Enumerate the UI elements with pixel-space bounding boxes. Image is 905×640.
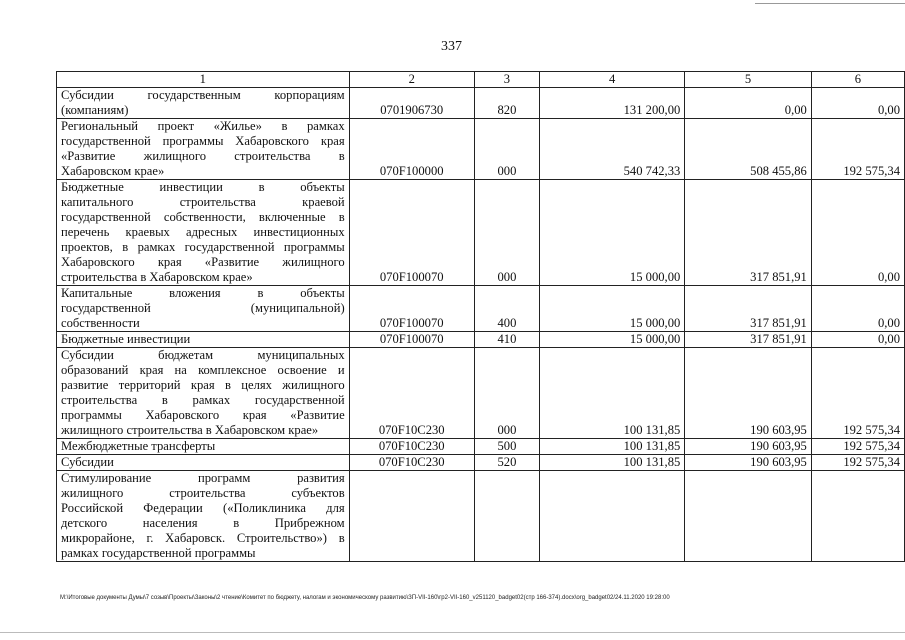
description-line: Бюджетные инвестиции в объекты bbox=[61, 180, 345, 194]
row-value-2020: 540 742,33 bbox=[540, 119, 685, 180]
description-line: Субсидии бюджетам муниципальных bbox=[61, 348, 345, 362]
row-value-2021: 508 455,86 bbox=[685, 119, 812, 180]
table-header-row bbox=[57, 72, 905, 88]
row-expense-type: 520 bbox=[474, 455, 539, 471]
row-value-2022: 0,00 bbox=[811, 180, 904, 286]
row-code: 070F10C230 bbox=[349, 348, 474, 439]
description-line: (компаниям) bbox=[61, 103, 129, 117]
header-col-2: 2 bbox=[349, 72, 474, 88]
row-description bbox=[57, 180, 350, 286]
bottom-rule bbox=[0, 632, 905, 633]
row-code: 0701906730 bbox=[349, 88, 474, 119]
row-value-2022: 0,00 bbox=[811, 88, 904, 119]
description-line: Бюджетные инвестиции bbox=[61, 332, 191, 346]
description-line: собственности bbox=[61, 316, 140, 330]
description-line: Хабаровского края «Развитие жилищного bbox=[61, 255, 345, 269]
row-value-2020: 15 000,00 bbox=[540, 332, 685, 348]
description-line: Хабаровском крае» bbox=[61, 164, 165, 178]
header-col-3: 3 bbox=[474, 72, 539, 88]
header-col-6: 6 bbox=[811, 72, 904, 88]
row-value-2022: 192 575,34 bbox=[811, 348, 904, 439]
description-line: строительства в Хабаровском крае» bbox=[61, 270, 253, 284]
table-row bbox=[57, 332, 905, 348]
description-line: развитие территорий края в целях жилищного bbox=[61, 378, 345, 392]
description-line: жилищного строительства субъектов bbox=[61, 486, 345, 500]
row-description bbox=[57, 119, 350, 180]
row-value-2022: 0,00 bbox=[811, 332, 904, 348]
top-rule bbox=[755, 3, 905, 4]
row-value-2021: 317 851,91 bbox=[685, 180, 812, 286]
row-code: 070F100070 bbox=[349, 332, 474, 348]
row-value-2020: 100 131,85 bbox=[540, 455, 685, 471]
row-expense-type: 000 bbox=[474, 119, 539, 180]
description-line: Стимулирование программ развития bbox=[61, 471, 345, 485]
row-value-2021: 317 851,91 bbox=[685, 286, 812, 332]
row-code: 070F100070 bbox=[349, 286, 474, 332]
description-line: государственной (муниципальной) bbox=[61, 301, 345, 315]
row-description bbox=[57, 88, 350, 119]
description-line: детского населения в Прибрежном bbox=[61, 516, 345, 530]
description-line: программы Хабаровского края «Развитие bbox=[61, 408, 345, 422]
header-col-1: 1 bbox=[57, 72, 350, 88]
row-description bbox=[57, 439, 350, 455]
row-value-2022: 0,00 bbox=[811, 286, 904, 332]
budget-table bbox=[56, 71, 905, 562]
description-line: строительства в рамках государственной bbox=[61, 393, 345, 407]
row-value-2021: 190 603,95 bbox=[685, 348, 812, 439]
row-expense-type: 500 bbox=[474, 439, 539, 455]
row-description bbox=[57, 332, 350, 348]
row-value-2022: 192 575,34 bbox=[811, 119, 904, 180]
table-row bbox=[57, 88, 905, 119]
table-row bbox=[57, 180, 905, 286]
description-line: Региональный проект «Жилье» в рамках bbox=[61, 119, 345, 133]
description-line: образований края на комплексное освоение и bbox=[61, 363, 345, 377]
description-line: жилищного строительства в Хабаровском крае» bbox=[61, 423, 319, 437]
description-line: Российской Федерации («Поликлиника для bbox=[61, 501, 345, 515]
table-row bbox=[57, 471, 905, 562]
row-expense-type: 000 bbox=[474, 348, 539, 439]
row-value-2021: 317 851,91 bbox=[685, 332, 812, 348]
row-description bbox=[57, 348, 350, 439]
row-expense-type bbox=[474, 471, 539, 562]
row-code: 070F100000 bbox=[349, 119, 474, 180]
row-value-2020: 100 131,85 bbox=[540, 348, 685, 439]
header-col-5: 5 bbox=[685, 72, 812, 88]
table-row bbox=[57, 439, 905, 455]
row-description bbox=[57, 471, 350, 562]
row-description bbox=[57, 286, 350, 332]
description-line: «Развитие жилищного строительства в bbox=[61, 149, 345, 163]
row-expense-type: 820 bbox=[474, 88, 539, 119]
row-value-2020 bbox=[540, 471, 685, 562]
row-description bbox=[57, 455, 350, 471]
file-path-footer: M:\Итоговые документы Думы\7 созыв\Проекты\Законы\2 чтение\Комитет по бюджету, налогам и экономическому развитию\ЗП-VII-160\гр2-VII-160_v251120_badget02(стр 166-374).docx\org_badget02/24.11.2020 19:28:00 bbox=[60, 595, 670, 601]
description-line: Субсидии государственным корпорациям bbox=[61, 88, 345, 102]
row-code: 070F10C230 bbox=[349, 439, 474, 455]
description-line: проектов, в рамках государственной программы bbox=[61, 240, 345, 254]
row-code bbox=[349, 471, 474, 562]
description-line: Субсидии bbox=[61, 455, 114, 469]
row-code: 070F10C230 bbox=[349, 455, 474, 471]
row-value-2020: 15 000,00 bbox=[540, 286, 685, 332]
row-value-2022 bbox=[811, 471, 904, 562]
row-code: 070F100070 bbox=[349, 180, 474, 286]
page-number: 337 bbox=[441, 39, 462, 54]
description-line: Капитальные вложения в объекты bbox=[61, 286, 345, 300]
description-line: капитального строительства краевой bbox=[61, 195, 345, 209]
row-value-2021: 190 603,95 bbox=[685, 455, 812, 471]
description-line: микрорайоне, г. Хабаровск. Строительство») в bbox=[61, 531, 345, 545]
row-value-2022: 192 575,34 bbox=[811, 439, 904, 455]
description-line: Межбюджетные трансферты bbox=[61, 439, 216, 453]
description-line: рамках государственной программы bbox=[61, 546, 256, 560]
table-row bbox=[57, 286, 905, 332]
table-row bbox=[57, 119, 905, 180]
table-row bbox=[57, 455, 905, 471]
row-value-2020: 131 200,00 bbox=[540, 88, 685, 119]
row-expense-type: 400 bbox=[474, 286, 539, 332]
row-value-2021 bbox=[685, 471, 812, 562]
table-row bbox=[57, 348, 905, 439]
header-col-4: 4 bbox=[540, 72, 685, 88]
row-value-2021: 190 603,95 bbox=[685, 439, 812, 455]
row-value-2020: 15 000,00 bbox=[540, 180, 685, 286]
row-value-2021: 0,00 bbox=[685, 88, 812, 119]
description-line: государственной программы Хабаровского края bbox=[61, 134, 345, 148]
description-line: перечень краевых адресных инвестиционных bbox=[61, 225, 345, 239]
description-line: государственной собственности, включенные в bbox=[61, 210, 345, 224]
row-expense-type: 000 bbox=[474, 180, 539, 286]
row-value-2022: 192 575,34 bbox=[811, 455, 904, 471]
row-value-2020: 100 131,85 bbox=[540, 439, 685, 455]
row-expense-type: 410 bbox=[474, 332, 539, 348]
